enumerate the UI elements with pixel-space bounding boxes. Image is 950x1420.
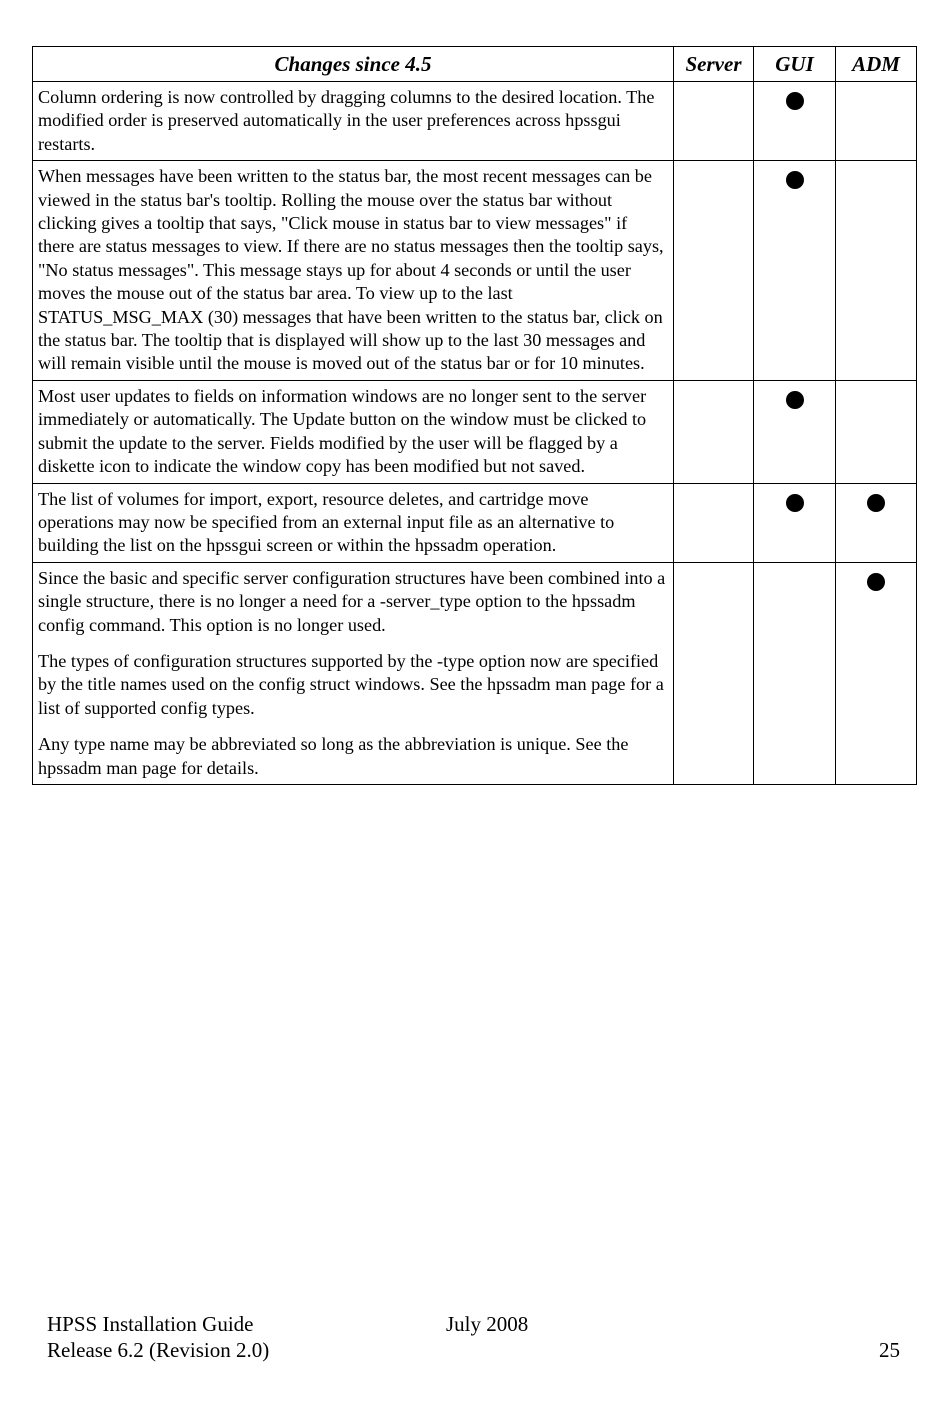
change-paragraph: When messages have been written to the status bar, the most recent messages can be viewed in the status bar's tooltip. Rolling the mouse over the status bar without clicking gives a tooltip that says, "Click mouse in status bar to view messages" if there are status messages to view. If there are no status messages then the tooltip says, "No status messages". This message stays up for about 4 seconds or until the user moves the mouse out of the status bar area. To view up to the last STATUS_MSG_MAX (30) messages that have been written to the status bar, click on the status bar. The tooltip that is displayed will show up to the last 30 messages and will remain visible until the mouse is moved out of the status bar or for 10 minutes. <box>38 166 664 374</box>
change-paragraph: The list of volumes for import, export, resource deletes, and cartridge move operations may now be specified from an external input file as an alternative to building the list on the hpssgui screen or within the hpssadm operation. <box>38 488 615 556</box>
bullet-dot-icon <box>786 494 804 512</box>
gui-cell <box>754 483 836 562</box>
table-header-row <box>33 47 917 82</box>
adm-cell <box>836 161 917 381</box>
header-changes: Changes since 4.5 <box>33 47 674 82</box>
table-row <box>33 161 917 381</box>
adm-cell <box>836 380 917 483</box>
bullet-dot-icon <box>867 573 885 591</box>
change-paragraph: Any type name may be abbreviated so long as the abbreviation is unique. See the hpssadm man page for details. <box>38 734 629 778</box>
bullet-dot-icon <box>786 391 804 409</box>
gui-cell <box>754 82 836 161</box>
header-gui: GUI <box>754 47 836 82</box>
change-paragraph: Column ordering is now controlled by dragging columns to the desired location. The modified order is preserved automatically in the user preferences across hpssgui restarts. <box>38 87 655 154</box>
server-cell <box>674 562 754 784</box>
header-adm: ADM <box>836 47 917 82</box>
change-description <box>33 380 674 483</box>
gui-cell <box>754 161 836 381</box>
change-paragraph: Most user updates to fields on information windows are no longer sent to the server immediately or automatically. The Update button on the window must be clicked to submit the update to the server. Fields modified by the user will be flagged by a diskette icon to indicate the window copy has been modified but not saved. <box>38 385 647 477</box>
table-row <box>33 82 917 161</box>
server-cell <box>674 82 754 161</box>
adm-cell <box>836 483 917 562</box>
server-cell <box>674 380 754 483</box>
adm-cell <box>836 562 917 784</box>
footer-date: July 2008 <box>446 1312 529 1336</box>
footer-release: Release 6.2 (Revision 2.0) <box>47 1338 270 1362</box>
change-description <box>33 161 674 381</box>
adm-cell <box>836 82 917 161</box>
change-description <box>33 82 674 161</box>
footer-page-number: 25 <box>879 1338 900 1362</box>
change-paragraph: Since the basic and specific server configuration structures have been combined into a single structure, there is no longer a need for a -server_type option to the hpssadm config command. This option is no longer used. <box>38 567 666 635</box>
changes-table <box>32 46 917 785</box>
server-cell <box>674 483 754 562</box>
table-row <box>33 380 917 483</box>
table-row <box>33 562 917 784</box>
table-row <box>33 483 917 562</box>
change-description <box>33 562 674 784</box>
change-paragraph: The types of configuration structures supported by the -type option now are specified by the title names used on the config struct windows. See the hpssadm man page for a list of supported config types. <box>38 650 664 718</box>
change-description <box>33 483 674 562</box>
footer-doc-title: HPSS Installation Guide <box>47 1312 254 1336</box>
gui-cell <box>754 380 836 483</box>
gui-cell <box>754 562 836 784</box>
header-server: Server <box>674 47 754 82</box>
table-body <box>33 82 917 785</box>
bullet-dot-icon <box>867 494 885 512</box>
bullet-dot-icon <box>786 92 804 110</box>
bullet-dot-icon <box>786 171 804 189</box>
server-cell <box>674 161 754 381</box>
